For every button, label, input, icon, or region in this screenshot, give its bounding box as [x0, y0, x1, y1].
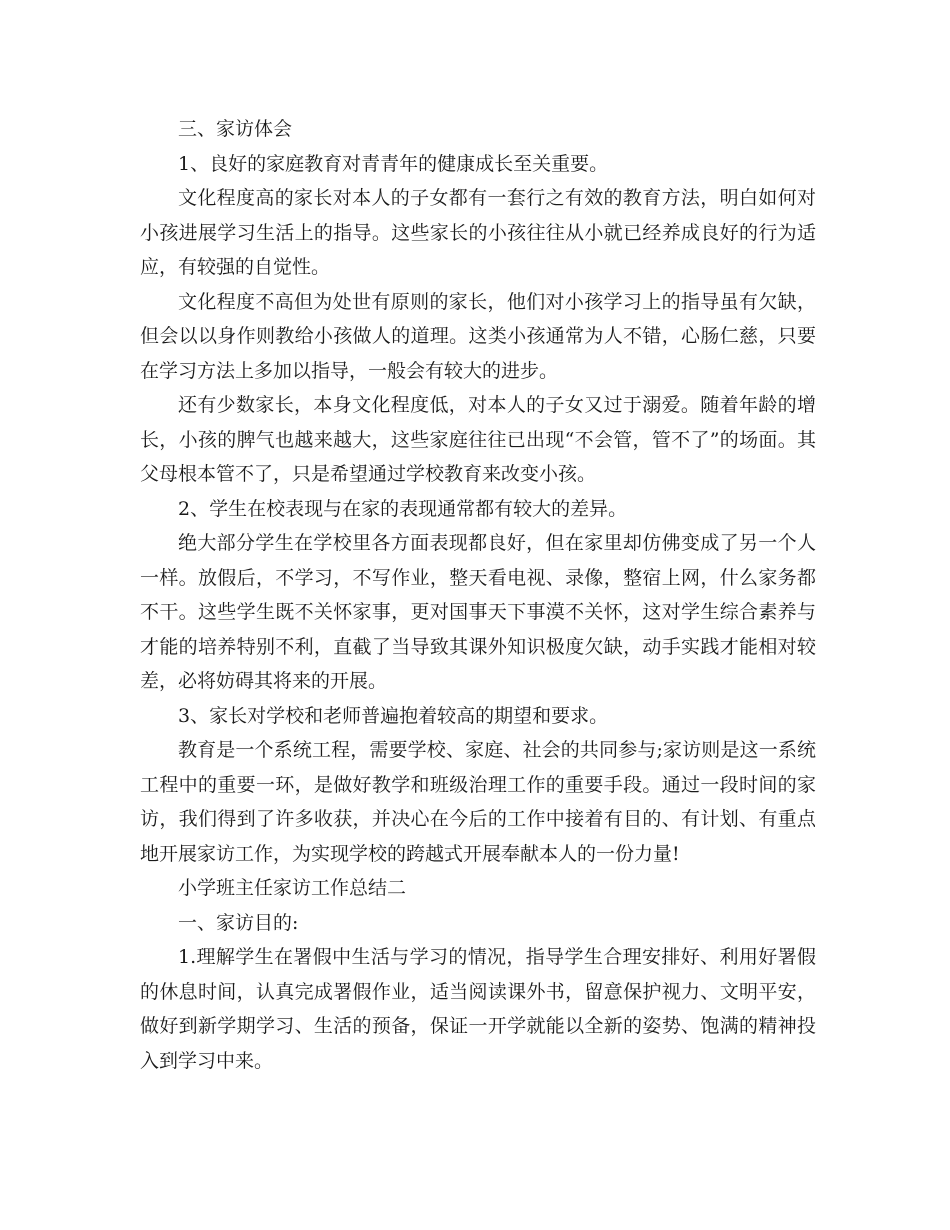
- section-heading-visit-reflections: 三、家访体会: [178, 118, 293, 140]
- summary-title-two: 小学班主任家访工作总结二: [178, 877, 407, 899]
- section-heading-visit-purpose: 一、家访目的:: [178, 911, 299, 934]
- point-heading-3: 3、家长对学校和老师普遍抱着较高的期望和要求。: [178, 704, 609, 727]
- paragraph-doting-parents: 还有少数家长，本身文化程度低，对本人的子女又过于溺爱。随着年龄的增长，小孩的脾气也越来越大，这些家庭往往已出现“不会管，管不了”的场面。其父母根本管不了，只是希望通过学校教育来改变小孩。: [140, 394, 816, 485]
- paragraph-purpose-1: 1.理解学生在署假中生活与学习的情况，指导学生合理安排好、利用好署假的休息时间，认真完成署假作业，适当阅读课外书，留意保护视力、文明平安，做好到新学期学习、生活的预备，保证一开学就能以全新的姿势、饱满的精神投入到学习中来。: [140, 946, 816, 1072]
- paragraph-student-behavior: 绝大部分学生在学校里各方面表现都良好，但在家里却仿佛变成了另一个人一样。放假后，不学习，不写作业，整天看电视、录像，整宿上网，什么家务都不干。这些学生既不关怀家事，更对国事天下事漠不关怀，这对学生综合素养与才能的培养特别不利，直截了当导致其课外知识极度欠缺，动手实践才能相对较差，必将妨碍其将来的开展。: [140, 532, 816, 692]
- document-body: [140, 112, 816, 1078]
- paragraph-system-engineering: 教育是一个系统工程，需要学校、家庭、社会的共同参与;家访则是这一系统工程中的重要一环，是做好教学和班级治理工作的重要手段。通过一段时间的家访，我们得到了许多收获，并决心在今后的工作中接着有目的、有计划、有重点地开展家访工作，为实现学校的跨越式开展奉献本人的一份力量!: [140, 739, 816, 865]
- point-heading-1: 1、良好的家庭教育对青青年的健康成长至关重要。: [178, 152, 609, 175]
- paragraph-principled-parents: 文化程度不高但为处世有原则的家长，他们对小孩学习上的指导虽有欠缺，但会以以身作则教给小孩做人的道理。这类小孩通常为人不错，心肠仁慈，只要在学习方法上多加以指导，一般会有较大的进步。: [140, 290, 816, 382]
- point-heading-2: 2、学生在校表现与在家的表现通常都有较大的差异。: [178, 497, 628, 520]
- paragraph-educated-parents: 文化程度高的家长对本人的子女都有一套行之有效的教育方法，明白如何对小孩进展学习生活上的指导。这些家长的小孩往往从小就已经养成良好的行为适应，有较强的自觉性。: [140, 187, 816, 278]
